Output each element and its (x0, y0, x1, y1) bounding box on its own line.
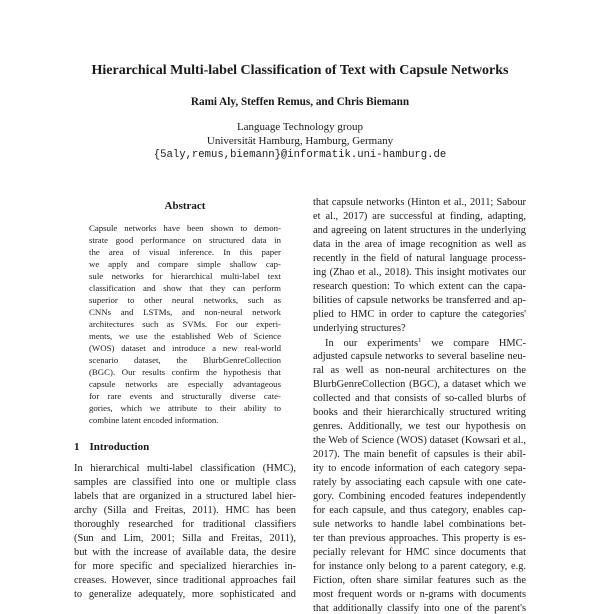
body-line: sule networks to handle label combinations bet- (313, 519, 526, 530)
body-line: BlurbGenreCollection (BGC), a dataset which we (313, 379, 526, 390)
abstract-line: combine latent encoded information. (89, 415, 219, 425)
body-line: adjusted capsule networks to several baseline neu- (313, 351, 526, 362)
abstract-line: sule networks for hierarchical multi-label text (89, 271, 281, 281)
body-line: In hierarchical multi-label classification (HMC), (74, 463, 296, 474)
body-line: Fiction, often share similar features such as the (313, 575, 526, 586)
body-line: to generalize adequately, more sophisticated and (74, 589, 296, 600)
section-heading-introduction (74, 441, 149, 453)
body-line: ral as well as non-neural architectures on the (313, 365, 526, 376)
body-line: samples are classified into one or multiple class (74, 477, 296, 488)
body-line: collected and that consists of so-called blurbs of (313, 393, 526, 404)
body-text: In our experiments (325, 338, 419, 349)
body-line: that capsule networks (Hinton et al., 2011; Sabour (313, 197, 526, 208)
author-list: Rami Aly, Steffen Remus, and Chris Biemann (190, 96, 410, 108)
abstract-line: superior to other neural networks, such as (89, 295, 281, 305)
abstract-line: (WOS) dataset and introduce a new real-world (89, 343, 281, 353)
body-line: the Web of Science (WOS) dataset (Kowsari et al., (313, 435, 526, 446)
body-line: ing (Zhao et al., 2018). This insight motivates our (313, 267, 526, 278)
body-line: pecially relevant for HMC since documents that (313, 547, 526, 558)
abstract-line: gories, which we attribute to their ability to (89, 403, 281, 413)
affiliation-university: Universität Hamburg, Hamburg, Germany (206, 135, 394, 147)
abstract-line: capsule networks are especially advantageous (89, 379, 281, 389)
abstract-line: ments, we use the established Web of Science (89, 331, 281, 341)
paper-title: Hierarchical Multi-label Classification of Text with Capsule Networks (91, 63, 509, 78)
abstract-line: scenario dataset, the BlurbGenreCollection (89, 355, 281, 365)
body-line: creases. However, since traditional approaches fail (74, 575, 296, 586)
body-line: but with the increase of available data, the desire (74, 547, 296, 558)
body-line: underlying structures? (313, 323, 406, 334)
body-line: that additionally classify into one of the parent's (313, 603, 526, 614)
author-emails: {5aly,remus,biemann}@informatik.uni-hamburg.de (153, 149, 447, 161)
footnote-marker[interactable]: 1 (418, 337, 422, 344)
abstract-line: CNNs and LSTMs, and non-neural network (89, 307, 281, 317)
affiliation-group: Language Technology group (236, 121, 364, 133)
abstract-line: Capsule networks have been shown to demon- (89, 223, 281, 233)
body-line: ter than previous approaches. This property is es- (313, 533, 526, 544)
body-line: plied to HMC in order to capture the categories' (313, 309, 526, 320)
body-line: rately by associating each capsule with one cate- (313, 477, 526, 488)
abstract-line: for rare events and structurally diverse cate- (89, 391, 281, 401)
section-number: 1 (74, 441, 80, 453)
abstract-line: classification and show that they can perform (89, 283, 281, 293)
body-line: thoroughly researched for traditional classifiers (74, 519, 296, 530)
body-line: ity to encode information of each category sepa- (313, 463, 526, 474)
body-line: for each capsule, and thus category, enables cap- (313, 505, 526, 516)
body-line: labels that are organized in a structured label hier- (74, 491, 296, 502)
body-line: (Sun and Lim, 2001; Silla and Freitas, 2011), (74, 533, 296, 544)
body-line: gory. Combining encoded features independently (313, 491, 526, 502)
body-line: and agreeing on latent structures in the underlying (313, 225, 526, 236)
body-line: 2017). The main benefit of capsules is their abil- (313, 449, 526, 460)
body-line: data in the area of image recognition as well as (313, 239, 526, 250)
abstract-line: we apply and compare simple shallow cap- (89, 259, 281, 269)
body-line: for more specific and specialized hierarchies in- (74, 561, 296, 572)
body-line: most frequent words or n-grams with documents (313, 589, 526, 600)
abstract-line: strate good performance on structured data in (89, 235, 281, 245)
abstract-heading: Abstract (164, 200, 206, 212)
body-line: genres. Additionally, we test our hypothesis on (313, 421, 526, 432)
abstract-line: the area of visual inference. In this paper (89, 247, 281, 257)
body-line: books and their hierarchically structured writing (313, 407, 526, 418)
section-title: Introduction (89, 441, 150, 453)
body-line: recently in the field of natural language process- (313, 253, 526, 264)
body-text: we compare HMC- (421, 338, 527, 349)
body-line: research question: To which extent can the capa- (313, 281, 526, 292)
body-line: bilities of capsule networks be transferred and ap- (313, 295, 526, 306)
body-line-with-footnote (313, 338, 526, 349)
body-line: et al., 2017) are successful at finding, adapting, (313, 211, 526, 222)
body-line: for instance only belong to a parent category, e.g. (313, 561, 526, 572)
body-line: archy (Silla and Freitas, 2011). HMC has been (74, 505, 296, 516)
abstract-line: architectures such as SVMs. For our experi- (89, 319, 281, 329)
abstract-line: (BGC). Our results confirm the hypothesis that (89, 367, 281, 377)
